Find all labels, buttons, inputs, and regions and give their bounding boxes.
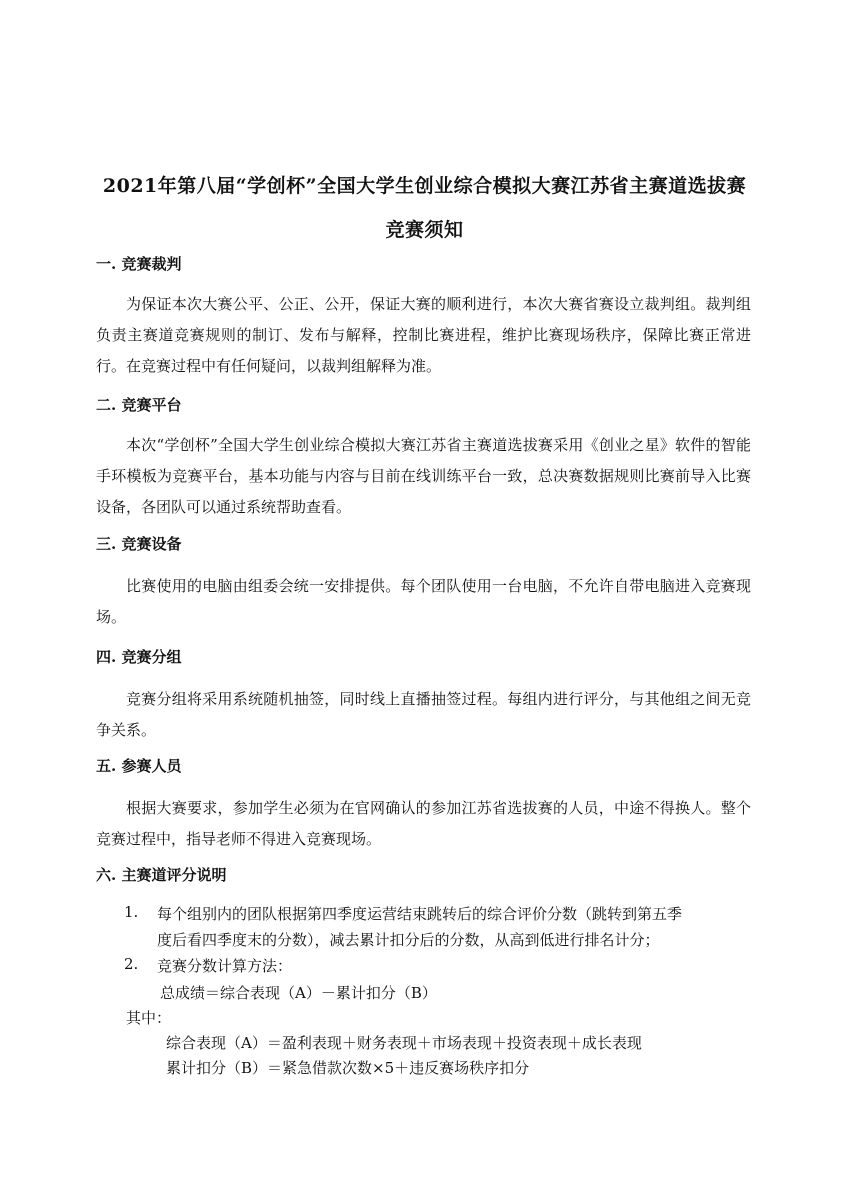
- section-heading-participants: 五. 参赛人员: [96, 757, 182, 775]
- formula-composite-a: 综合表现（A）＝盈利表现＋财务表现＋市场表现＋投资表现＋成长表现: [166, 1034, 642, 1052]
- section-body-referee: 为保证本次大赛公平、公正、公开，保证大赛的顺利进行，本次大赛省赛设立裁判组。裁判组负责主赛道竞赛规则的制订、发布与解释，控制比赛进程，维护比赛现场秩序，保障比赛正常进行。在竞赛过程中有任何疑问，以裁判组解释为准。: [96, 295, 751, 375]
- section-body-equipment: 比赛使用的电脑由组委会统一安排提供。每个团队使用一台电脑，不允许自带电脑进入竞赛现场。: [96, 577, 751, 626]
- section-heading-referee: 一. 竞赛裁判: [96, 255, 182, 273]
- section-body-participants: 根据大赛要求，参加学生必须为在官网确认的参加江苏省选拔赛的人员，中途不得换人。整个竞赛过程中，指导老师不得进入竞赛现场。: [96, 799, 751, 848]
- section-heading-scoring: 六. 主赛道评分说明: [96, 866, 227, 884]
- formula-deduction-b: 累计扣分（B）＝紧急借款次数×5＋违反赛场秩序扣分: [166, 1059, 530, 1077]
- section-heading-equipment: 三. 竞赛设备: [96, 535, 182, 553]
- list-item-number: 2.: [124, 955, 139, 973]
- formula-where-label: 其中：: [126, 1009, 172, 1027]
- list-item-number: 1.: [124, 903, 139, 921]
- list-item-text: 竞赛分数计算方法：: [157, 957, 293, 975]
- section-heading-platform: 二. 竞赛平台: [96, 396, 182, 414]
- formula-total-score: 总成绩＝综合表现（A）－累计扣分（B）: [160, 984, 437, 1002]
- section-body-grouping: 竞赛分组将采用系统随机抽签，同时线上直播抽签过程。每组内进行评分，与其他组之间无竞争关系。: [96, 690, 751, 739]
- section-body-platform: 本次“学创杯”全国大学生创业综合模拟大赛江苏省主赛道选拔赛采用《创业之星》软件的智能手环模板为竞赛平台，基本功能与内容与目前在线训练平台一致，总决赛数据规则比赛前导入比赛设备，各团队可以通过系统帮助查看。: [96, 436, 751, 516]
- document-title: 2021年第八届“学创杯”全国大学生创业综合模拟大赛江苏省主赛道选拔赛: [102, 175, 747, 197]
- list-item-text: 度后看四季度末的分数），减去累计扣分后的分数，从高到低进行排名计分；: [157, 931, 660, 949]
- section-heading-grouping: 四. 竞赛分组: [96, 648, 182, 666]
- document-subtitle: 竞赛须知: [385, 219, 464, 241]
- list-item-text: 每个组别内的团队根据第四季度运营结束跳转后的综合评价分数（跳转到第五季: [157, 905, 683, 923]
